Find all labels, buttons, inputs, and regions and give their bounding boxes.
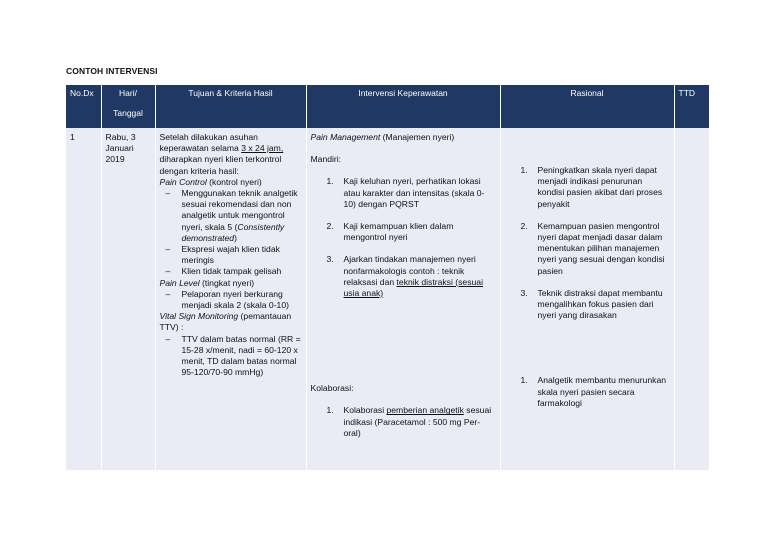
pain-management-heading: Pain Management (Manajemen nyeri) xyxy=(310,132,455,142)
cell-intervensi xyxy=(306,128,500,470)
pain-level-list xyxy=(160,289,302,311)
pain-level-heading: Pain Level (tingkat nyeri) xyxy=(159,277,255,288)
mandiri-label: Mandiri: xyxy=(310,154,342,165)
list-item: – Menggunakan teknik analgetik sesuai rekomendasi dan non analgetik untuk mengontrol nyeri, skala 5 (Consistently demonstrated) xyxy=(165,188,298,243)
date-line: Rabu, 3 xyxy=(105,132,136,142)
intervention-table xyxy=(66,85,709,470)
header-tanggal: Tanggal xyxy=(113,108,143,118)
vital-sign-list xyxy=(160,334,302,379)
table-row xyxy=(66,128,709,470)
cell-date xyxy=(101,128,155,470)
rasional-mandiri-list xyxy=(505,165,670,321)
header-ttd: TTD xyxy=(674,85,709,128)
list-item: 2. Kaji kemampuan klien dalam mengontrol nyeri xyxy=(326,221,454,243)
header-tujuan: Tujuan & Kriteria Hasil xyxy=(155,85,306,128)
list-item: 1. Peningkatkan skala nyeri dapat menjadi indikasi penurunan kondisi pasien akibat dari proses penyakit xyxy=(520,165,663,209)
list-item: 2. Kemampuan pasien mengontrol nyeri dapat menjadi dasar dalam menentukan pilihan manajemen nyeri yang sesuai dengan kondisi pasien xyxy=(520,220,665,276)
cell-no-dx: 1 xyxy=(66,128,101,470)
kolaborasi-list xyxy=(311,405,496,439)
kolaborasi-label: Kolaborasi: xyxy=(310,383,354,394)
cell-ttd xyxy=(674,128,709,470)
header-intervensi: Intervensi Keperawatan xyxy=(306,85,500,128)
cell-tujuan xyxy=(155,128,306,470)
date-line: Januari xyxy=(105,143,134,154)
list-item: – TTV dalam batas normal (RR = 15-28 x/menit, nadi = 60-120 x menit, TD dalam batas normal 95-120/70-90 mmHg) xyxy=(165,333,301,378)
list-item: – Klien tidak tampak gelisah xyxy=(165,266,282,277)
header-row xyxy=(66,85,709,128)
list-item: – Pelaporan nyeri berkurang menjadi skala 2 (skala 0-10) xyxy=(165,288,289,311)
vital-sign-heading: Vital Sign Monitoring (pemantauan TTV) : xyxy=(159,311,292,333)
mandiri-list xyxy=(311,176,496,299)
list-item: 1. Kaji keluhan nyeri, perhatikan lokasi atau karakter dan intensitas (skala 0-10) dengan PQRST xyxy=(326,176,485,209)
header-no-dx: No.Dx xyxy=(66,85,101,128)
cell-rasional xyxy=(500,128,674,470)
header-hari-tanggal xyxy=(101,85,155,128)
list-item: 3. Teknik distraksi dapat membantu mengalihkan fokus pasien dari nyeri yang dirasakan xyxy=(520,287,663,321)
date-line: 2019 xyxy=(105,154,125,165)
tujuan-intro: Setelah dilakukan asuhan keperawatan selama 3 x 24 jam, diharapkan nyeri klien terkontrol dengan kriteria hasil: xyxy=(159,132,284,176)
pain-control-list xyxy=(160,188,302,278)
list-item: – Ekspresi wajah klien tidak meringis xyxy=(165,244,280,266)
rasional-kolaborasi-list xyxy=(505,375,670,409)
list-item: 1. Kolaborasi pemberian analgetik sesuai indikasi (Paracetamol : 500 mg Per-oral) xyxy=(326,405,492,438)
header-rasional: Rasional xyxy=(500,85,674,128)
pain-control-heading: Pain Control (kontrol nyeri) xyxy=(159,176,262,187)
header-hari: Hari/ xyxy=(119,88,137,98)
document-title: CONTOH INTERVENSI xyxy=(66,66,158,76)
list-item: 1. Analgetik membantu menurunkan skala nyeri pasien secara farmakologi xyxy=(520,375,667,408)
list-item: 3. Ajarkan tindakan manajemen nyeri nonfarmakologis contoh : teknik relaksasi dan teknik distraksi (sesuai usia anak) xyxy=(326,254,483,299)
